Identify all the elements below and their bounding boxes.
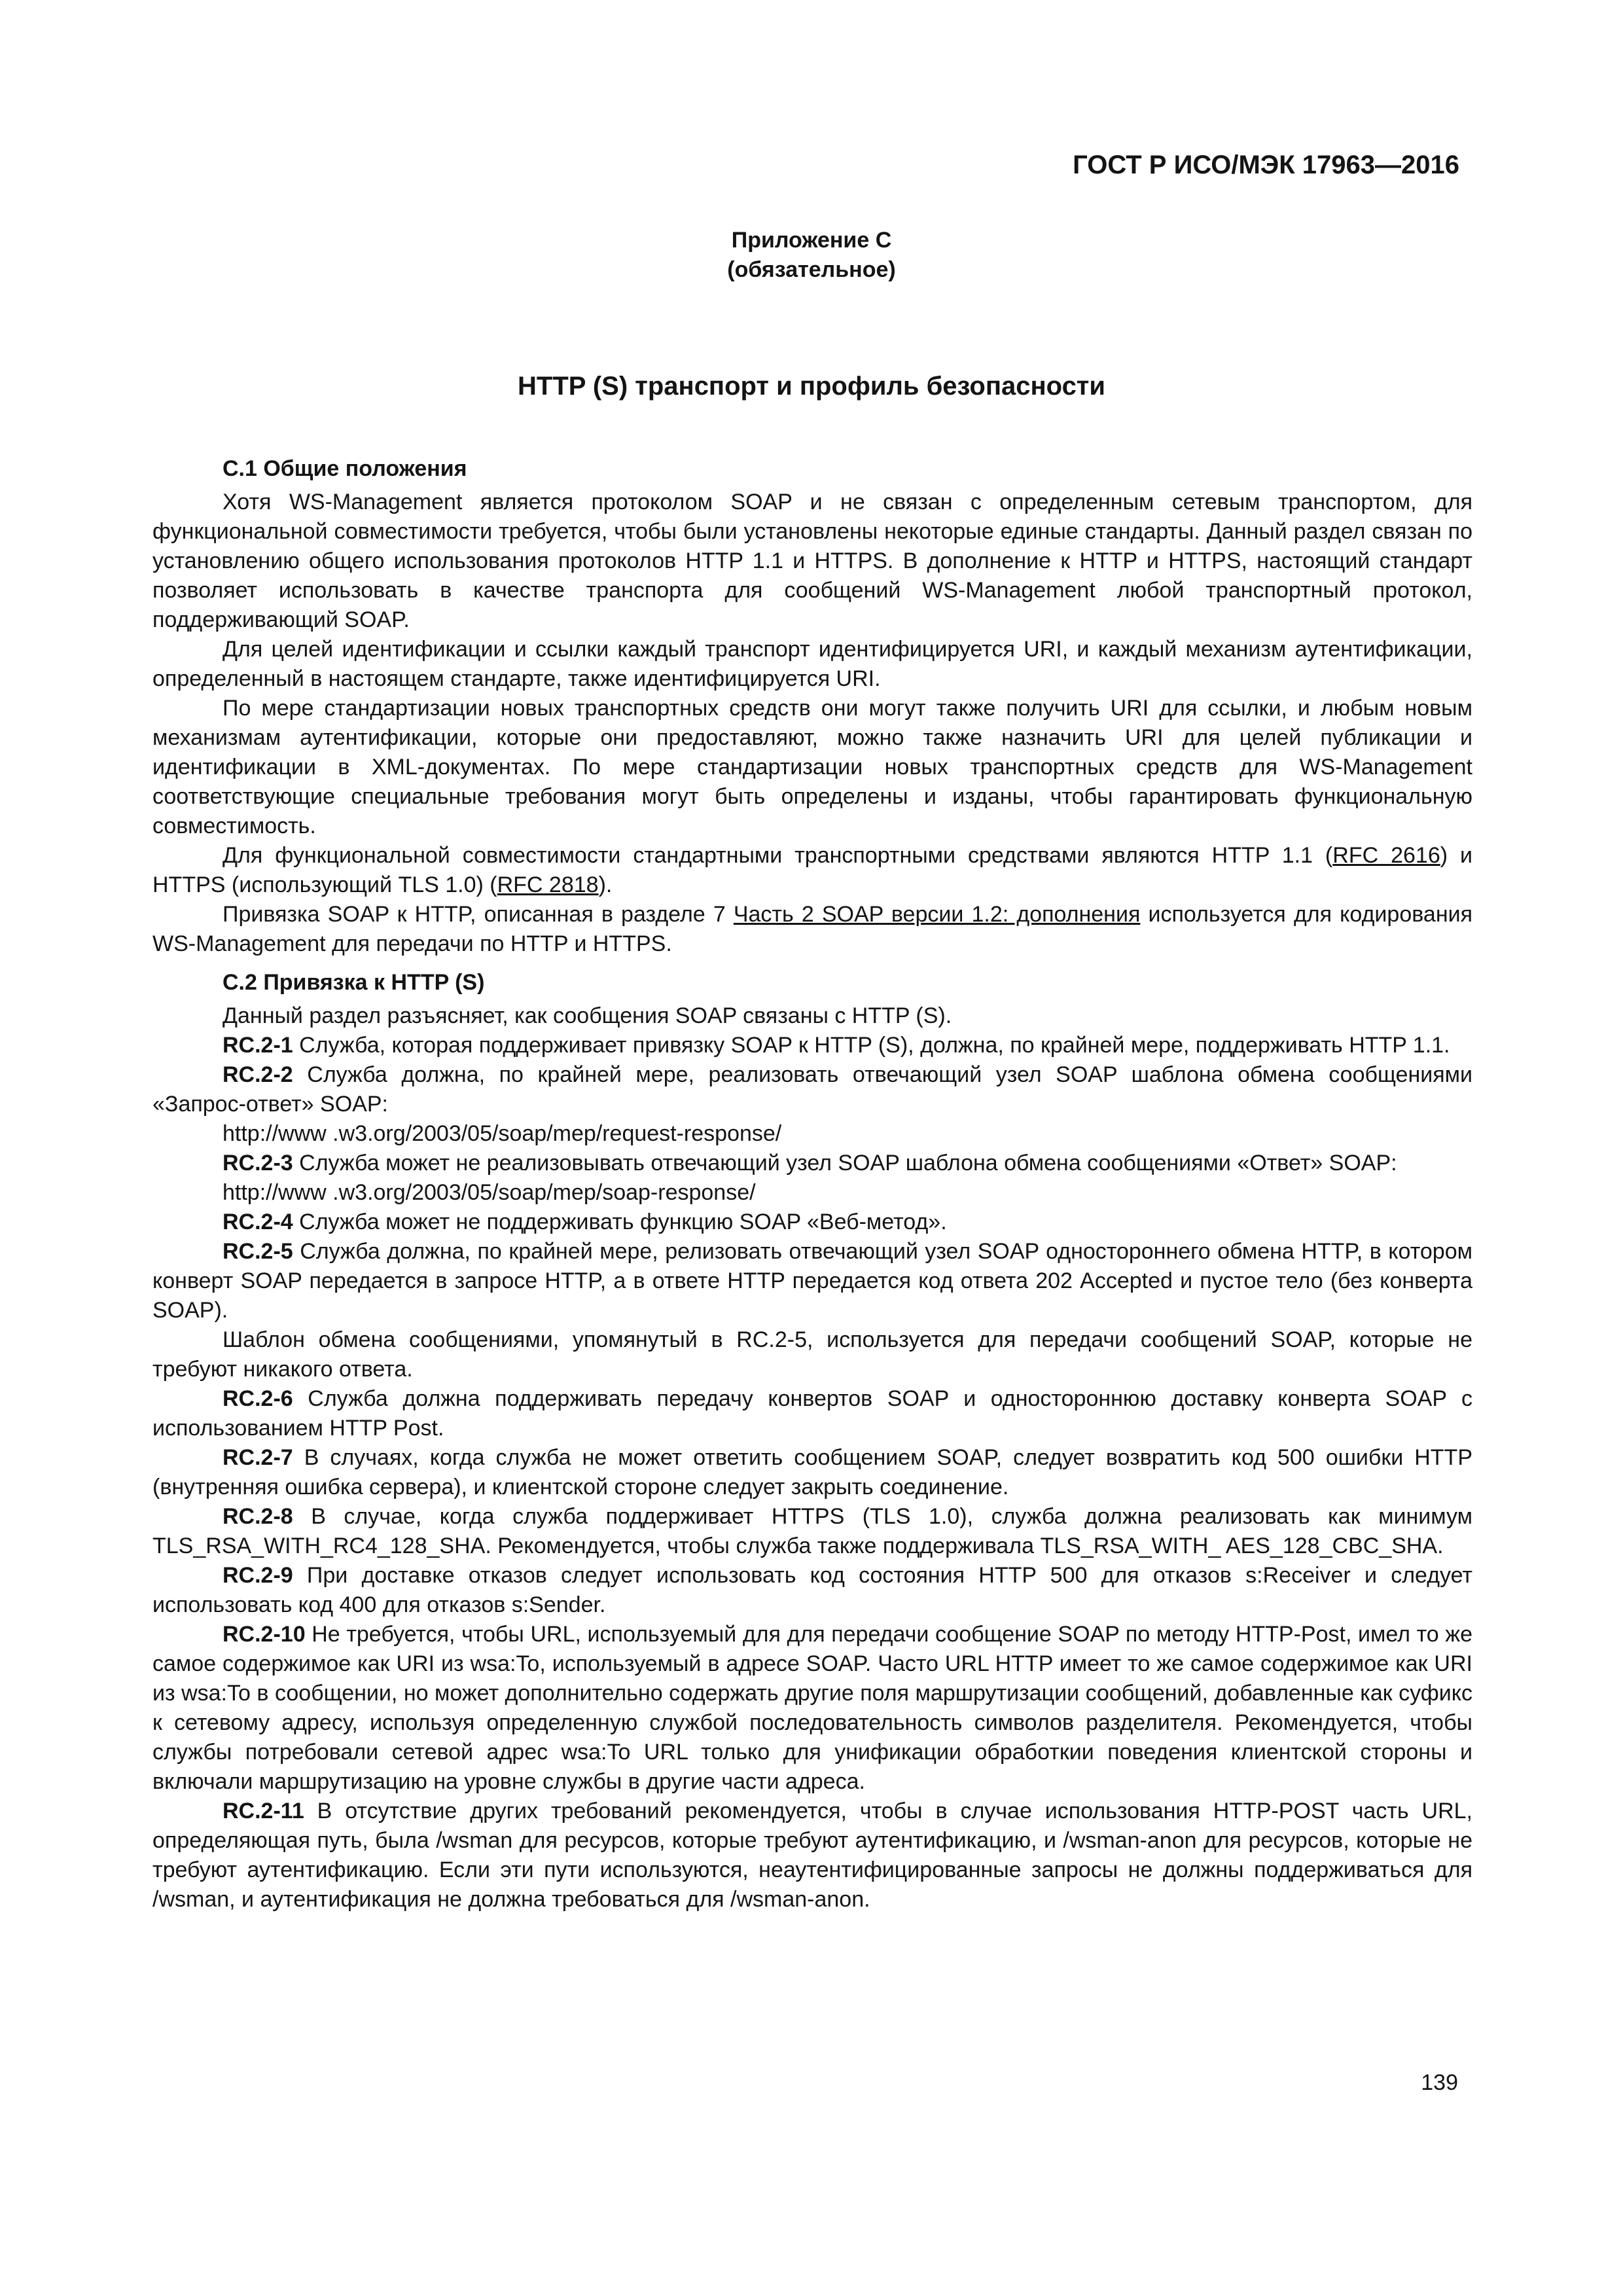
page-number: 139 — [1421, 2070, 1458, 2095]
requirement-rc-2-1 — [152, 1031, 1472, 1060]
requirement-text: Служба может не реализовывать отвечающий узел SOAP шаблона обмена сообщениями «Ответ» SOAP: — [293, 1151, 1397, 1175]
requirement-text: Служба, которая поддерживает привязку SOAP к HTTP (S), должна, по крайней мере, поддерживать HTTP 1.1. — [293, 1033, 1450, 1058]
standard-header: ГОСТ Р ИСО/МЭК 17963—2016 — [1073, 151, 1459, 179]
requirement-rc-2-11 — [152, 1797, 1472, 1914]
paragraph: По мере стандартизации новых транспортных средств они могут также получить URI для ссылки, и любым новым механизмам аутентификации, которые они предоставляют, можно также назначить URI для целей публикации и идентификации в XML-документах. По мере стандартизации новых транспортных средств для WS-Management соответствующие специальные требования могут быть определены и изданы, чтобы гарантировать функциональную совместимость. — [152, 696, 1472, 838]
requirement-id: RC.2-10 — [223, 1622, 306, 1647]
annex-title: HTTP (S) транспорт и профиль безопасности — [518, 372, 1105, 401]
text: Для функциональной совместимости стандартными транспортными средствами являются HTTP 1.1 ( — [223, 843, 1333, 868]
requirement-id: RC.2-1 — [223, 1033, 293, 1058]
annex-status: (обязательное) — [727, 257, 896, 282]
requirement-rc-2-7 — [152, 1443, 1472, 1502]
requirement-id: RC.2-9 — [223, 1563, 293, 1588]
requirement-id: RC.2-5 — [223, 1239, 293, 1264]
requirement-id: RC.2-6 — [223, 1386, 293, 1411]
requirement-rc-2-3 — [152, 1149, 1472, 1178]
paragraph — [152, 841, 1472, 900]
requirement-id: RC.2-4 — [223, 1210, 293, 1234]
requirement-rc-2-2 — [152, 1060, 1472, 1119]
annex-block — [0, 226, 1623, 285]
paragraph — [152, 900, 1472, 959]
requirement-id: RC.2-11 — [223, 1799, 304, 1823]
requirement-rc-2-6 — [152, 1384, 1472, 1443]
requirement-rc-2-5 — [152, 1237, 1472, 1325]
requirement-id: RC.2-2 — [223, 1062, 293, 1087]
requirement-rc-2-9 — [152, 1561, 1472, 1620]
requirement-text: Служба должна, по крайней мере, релизовать отвечающий узел SOAP одностороннего обмена HTTP, в котором конверт SOAP передается в запросе HTTP, а в ответе HTTP передается код ответа 202 Accepted и пустое тело (без конверта SOAP). — [152, 1239, 1472, 1323]
text: используется для кодирования WS-Management для передачи по HTTP и HTTPS. — [152, 902, 1472, 956]
requirement-id: RC.2-8 — [223, 1504, 293, 1529]
requirement-text: Не требуется, чтобы URL, используемый для для передачи сообщение SOAP по методу HTTP-Post, имел то же самое содержимое как URI из wsa:To, используемый в адресе SOAP. Часто URL HTTP имеет то же самое содержимое как URI из wsa:To в сообщении, но может дополнительно содержать другие поля маршрутизации сообщений, добавленные как суфикс к сетевому адресу, используя определенную службой последовательность символов разделителя. Рекомендуется, чтобы службы потребовали сетевой адрес wsa:To URL только для унификации обработкии поведения клиентской стороны и включали маршрутизацию на уровне службы в другие части адреса. — [152, 1622, 1472, 1794]
text: Привязка SOAP к HTTP, описанная в разделе 7 — [223, 902, 734, 927]
paragraph: Для целей идентификации и ссылки каждый транспорт идентифицируется URI, и каждый механизм аутентификации, определенный в настоящем стандарте, также идентифицируется URI. — [152, 637, 1472, 691]
soap-part2-link[interactable]: Часть 2 SOAP версии 1.2: дополнения — [733, 902, 1141, 927]
requirement-text: В случае, когда служба поддерживает HTTPS (TLS 1.0), служба должна реализовать как минимум TLS_RSA_WITH_RC4_128_SHA. Рекомендуется, чтобы служба также поддерживала TLS_RSA_WITH_ AES_128_CBC_SHA. — [152, 1504, 1472, 1558]
paragraph: Хотя WS-Management является протоколом SOAP и не связан с определенным сетевым транспортом, для функциональной совместимости требуется, чтобы были установлены некоторые единые стандарты. Данный раздел связан по установлению общего использования протоколов HTTP 1.1 и HTTPS. В дополнение к HTTP и HTTPS, настоящий стандарт позволяет использовать в качестве транспорта для сообщений WS-Management любой транспортный протокол, поддерживающий SOAP. — [152, 490, 1472, 632]
section-heading-c2: С.2 Привязка к HTTP (S) — [223, 970, 485, 995]
rfc-2616-link[interactable]: RFC 2616 — [1332, 843, 1440, 868]
rfc-2818-link[interactable]: RFC 2818 — [497, 872, 599, 897]
requirement-text: Служба должна, по крайней мере, реализовать отвечающий узел SOAP шаблона обмена сообщениями «Запрос-ответ» SOAP: — [152, 1062, 1472, 1117]
requirement-rc-2-8 — [152, 1502, 1472, 1561]
section-heading-c1: С.1 Общие положения — [223, 456, 467, 481]
requirement-text: В отсутствие других требований рекомендуется, чтобы в случае использования HTTP-POST часть URL, определяющая путь, была /wsman для ресурсов, которые требуют аутентификацию, и /wsman-anon для ресурсов, которые не требуют аутентификацию. Если эти пути используются, неаутентифицированные запросы не должны поддерживаться для /wsman, и аутентификация не должна требоваться для /wsman-anon. — [152, 1799, 1472, 1912]
requirement-text: В случаях, когда служба не может ответить сообщением SOAP, следует возвратить код 500 ошибки HTTP (внутренняя ошибка сервера), и клиентской стороне следует закрыть соединение. — [152, 1445, 1472, 1499]
text: ). — [598, 872, 613, 897]
text: ) и HTTPS (использующий TLS 1.0) ( — [152, 843, 1472, 897]
requirement-rc-2-10 — [152, 1620, 1472, 1797]
soap-response-url: http://www .w3.org/2003/05/soap/mep/soap-response/ — [223, 1180, 756, 1205]
requirement-text: Служба может не поддерживать функцию SOAP «Веб-метод». — [293, 1210, 947, 1234]
requirement-id: RC.2-3 — [223, 1151, 293, 1175]
requirement-id: RC.2-7 — [223, 1445, 293, 1470]
requirement-rc-2-4 — [152, 1208, 1472, 1237]
request-response-url: http://www .w3.org/2003/05/soap/mep/request-response/ — [223, 1121, 782, 1146]
requirement-text: Служба должна поддерживать передачу конвертов SOAP и одностороннюю доставку конверта SOAP с использованием HTTP Post. — [152, 1386, 1472, 1441]
requirement-text: При доставке отказов следует использовать код состояния HTTP 500 для отказов s:Receiver и следует использовать код 400 для отказов s:Sender. — [152, 1563, 1472, 1617]
paragraph: Шаблон обмена сообщениями, упомянутый в RC.2-5, используется для передачи сообщений SOAP, которые не требуют никакого ответа. — [152, 1327, 1472, 1382]
paragraph: Данный раздел разъясняет, как сообщения SOAP связаны с HTTP (S). — [223, 1003, 952, 1028]
annex-label: Приложение С — [731, 228, 892, 253]
document-body — [152, 445, 1472, 1914]
